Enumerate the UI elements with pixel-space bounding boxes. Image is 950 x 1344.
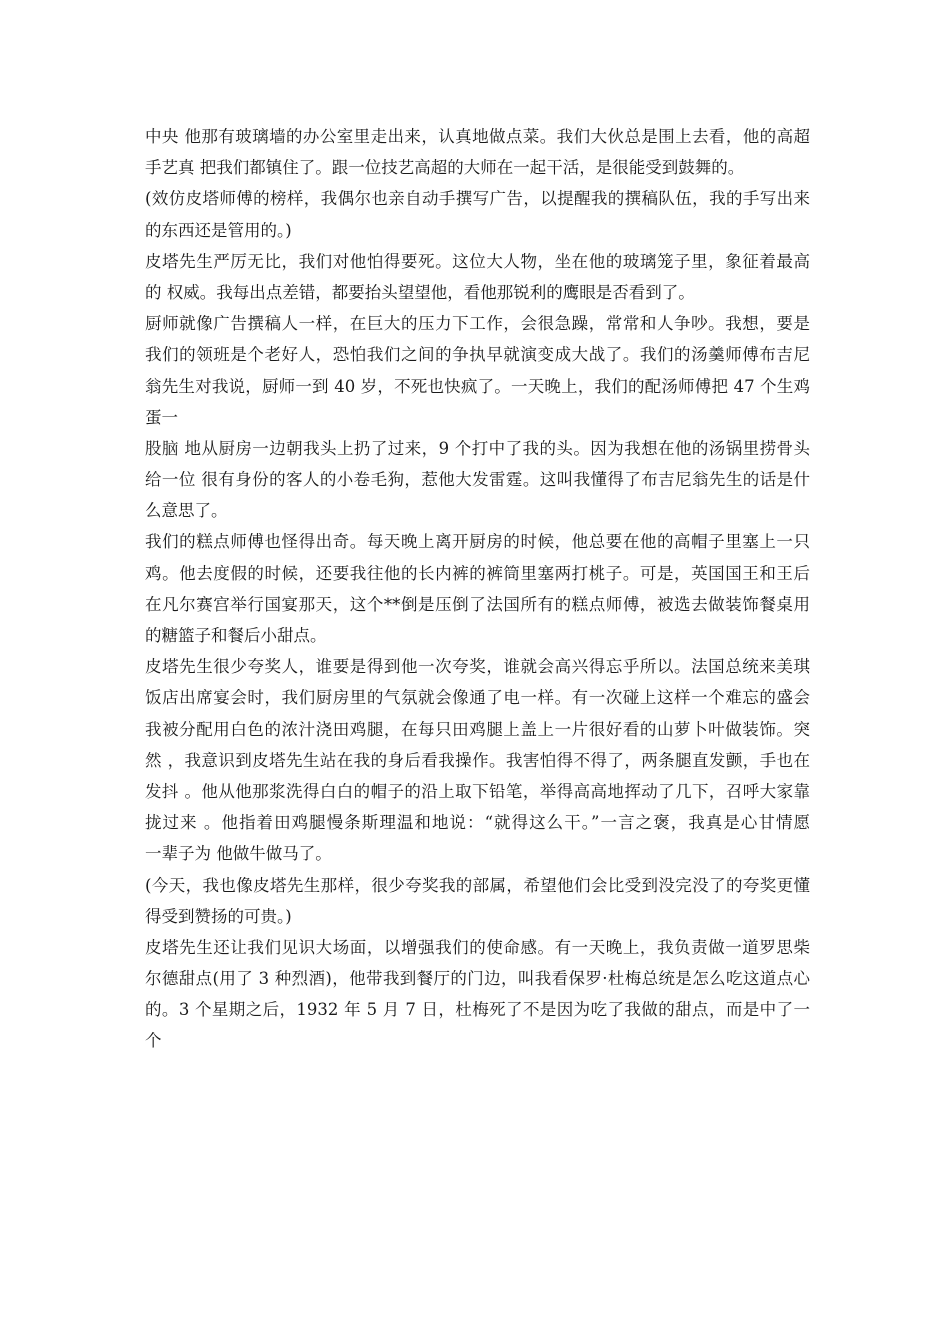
text-line: 一辈子为 他做牛做马了。 bbox=[145, 844, 332, 864]
text-line: (今天，我也像皮塔先生那样，很少夸奖我的部属，希望他们会比受到没完没了的夸奖更懂 bbox=[145, 875, 810, 895]
text-line: (效仿皮塔师傅的榜样，我偶尔也亲自动手撰写广告，以提醒我的撰稿队伍，我的手写出来 bbox=[145, 189, 810, 209]
text-line: 在凡尔赛宫举行国宴那天，这个**倒是压倒了法国所有的糕点师傅，被选去做装饰餐桌用 bbox=[145, 594, 810, 614]
text-line: 尔德甜点(用了 3 种烈酒)，他带我到餐厅的门边，叫我看保罗·杜梅总统是怎么吃这道点心 bbox=[145, 969, 810, 989]
text-line: 我们的领班是个老好人，恐怕我们之间的争执早就演变成大战了。我们的汤羹师傅布吉尼 bbox=[145, 345, 810, 365]
text-line: 股脑 地从厨房一边朝我头上扔了过来，9 个打中了我的头。因为我想在他的汤锅里捞骨头 bbox=[145, 438, 810, 458]
text-line: 皮塔先生严厉无比，我们对他怕得要死。这位大人物，坐在他的玻璃笼子里，象征着最高 bbox=[145, 251, 810, 271]
text-line: 的糖篮子和餐后小甜点。 bbox=[145, 626, 327, 645]
text-line: 拢过来 。他指着田鸡腿慢条斯理温和地说：“就得这么干。”一言之褒，我真是心甘情愿 bbox=[145, 813, 810, 833]
text-line: 给一位 很有身份的客人的小卷毛狗，惹他大发雷霆。这叫我懂得了布吉尼翁先生的话是什 bbox=[145, 470, 810, 490]
text-line: 蛋一 bbox=[145, 407, 178, 427]
text-line: 然 ，我意识到皮塔先生站在我的身后看我操作。我害怕得不得了，两条腿直发颤，手也在 bbox=[145, 750, 810, 770]
text-line: 的。3 个星期之后，1932 年 5 月 7 日，杜梅死了不是因为吃了我做的甜点，而是中了一个 bbox=[145, 1000, 810, 1051]
text-line: 得受到赞扬的可贵。) bbox=[145, 906, 292, 926]
text-line: 中央 他那有玻璃墙的办公室里走出来，认真地做点菜。我们大伙总是围上去看，他的高超 bbox=[145, 127, 810, 146]
text-line: 发抖 。他从他那浆洗得白白的帽子的沿上取下铅笔，举得高高地挥动了几下，召呼大家靠 bbox=[145, 781, 810, 801]
text-line: 厨师就像广告撰稿人一样，在巨大的压力下工作，会很急躁，常常和人争吵。我想，要是 bbox=[145, 314, 810, 334]
text-line: 手艺真 把我们都镇住了。跟一位技艺高超的大师在一起干活，是很能受到鼓舞的。 bbox=[145, 158, 745, 178]
text-line: 我们的糕点师傅也怪得出奇。每天晚上离开厨房的时候，他总要在他的高帽子里塞上一只 bbox=[145, 532, 810, 552]
text-line: 鸡。他去度假的时候，还要我往他的长内裤的裤筒里塞两打桃子。可是，英国国王和王后 bbox=[145, 563, 810, 583]
text-line: 我被分配用白色的浓汁浇田鸡腿，在每只田鸡腿上盖上一片很好看的山萝卜叶做装饰。突 bbox=[145, 719, 810, 739]
text-line: 的 权威。我每出点差错，都要抬头望望他，看他那锐利的鹰眼是否看到了。 bbox=[145, 282, 695, 302]
text-line: 饭店出席宴会时，我们厨房里的气氛就会像通了电一样。有一次碰上这样一个难忘的盛会 bbox=[145, 688, 810, 708]
text-line: 皮塔先生还让我们见识大场面，以增强我们的使命感。有一天晚上，我负责做一道罗思柴 bbox=[145, 937, 810, 957]
document-body-text bbox=[145, 121, 810, 1051]
text-line: 么意思了。 bbox=[145, 501, 228, 521]
text-line: 的东西还是管用的。) bbox=[145, 220, 292, 240]
text-line: 翁先生对我说，厨师一到 40 岁，不死也快疯了。一天晚上，我们的配汤师傅把 47 个生鸡 bbox=[145, 376, 810, 396]
text-line: 皮塔先生很少夸奖人，谁要是得到他一次夸奖，谁就会高兴得忘乎所以。法国总统来美琪 bbox=[145, 657, 810, 677]
